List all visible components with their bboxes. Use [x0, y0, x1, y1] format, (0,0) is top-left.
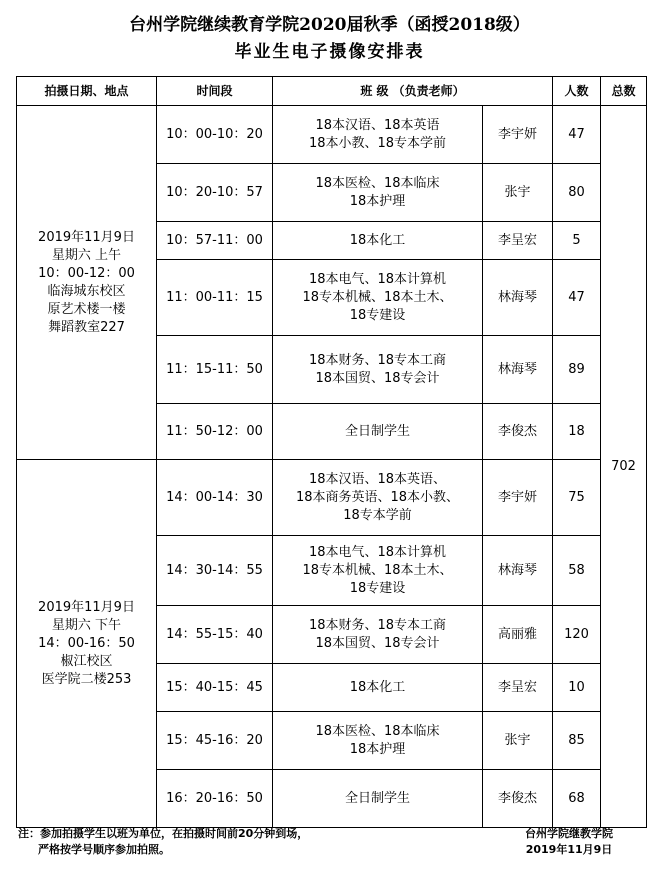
- time-slot: 11：15-11：50: [157, 336, 273, 404]
- student-count: 68: [553, 770, 601, 828]
- time-slot: 16：20-16：50: [157, 770, 273, 828]
- class-list: 18本财务、18专本工商 18本国贸、18专会计: [273, 606, 483, 664]
- time-slot: 10：57-11：00: [157, 222, 273, 260]
- signature-date: 2019年11月9日: [525, 843, 613, 856]
- teacher-name: 林海琴: [483, 336, 553, 404]
- time-slot: 11：00-11：15: [157, 260, 273, 336]
- class-list: 全日制学生: [273, 404, 483, 460]
- document-subtitle: 毕业生电子摄像安排表: [234, 42, 425, 62]
- student-count: 80: [553, 164, 601, 222]
- class-list: 18本财务、18专本工商 18本国贸、18专会计: [273, 336, 483, 404]
- class-list: 18本化工: [273, 222, 483, 260]
- teacher-name: 林海琴: [483, 260, 553, 336]
- header-time: 时间段: [157, 77, 273, 106]
- teacher-name: 林海琴: [483, 536, 553, 606]
- time-slot: 10：00-10：20: [157, 106, 273, 164]
- student-count: 120: [553, 606, 601, 664]
- header-date-place: 拍摄日期、地点: [17, 77, 157, 106]
- time-slot: 11：50-12：00: [157, 404, 273, 460]
- session-place: 2019年11月9日 星期六 上午 10：00-12：00 临海城东校区 原艺术楼一楼 舞蹈教室227: [17, 106, 157, 460]
- teacher-name: 张宇: [483, 712, 553, 770]
- total-count: 702: [601, 106, 647, 828]
- student-count: 58: [553, 536, 601, 606]
- class-list: 18本汉语、18本英语 18本小教、18专本学前: [273, 106, 483, 164]
- student-count: 47: [553, 106, 601, 164]
- student-count: 18: [553, 404, 601, 460]
- teacher-name: 李宇妍: [483, 106, 553, 164]
- student-count: 75: [553, 460, 601, 536]
- teacher-name: 高丽雅: [483, 606, 553, 664]
- student-count: 47: [553, 260, 601, 336]
- student-count: 85: [553, 712, 601, 770]
- teacher-name: 李宇妍: [483, 460, 553, 536]
- time-slot: 14：55-15：40: [157, 606, 273, 664]
- schedule-table: [16, 76, 647, 828]
- header-total: 总数: [601, 77, 647, 106]
- teacher-name: 张宇: [483, 164, 553, 222]
- class-list: 18本汉语、18本英语、 18本商务英语、18本小教、 18专本学前: [273, 460, 483, 536]
- teacher-name: 李呈宏: [483, 664, 553, 712]
- class-list: 18本医检、18本临床 18本护理: [273, 712, 483, 770]
- footnote-line-1: 注：参加拍摄学生以班为单位，在拍摄时间前20分钟到场，: [18, 827, 309, 840]
- class-list: 18本化工: [273, 664, 483, 712]
- time-slot: 14：30-14：55: [157, 536, 273, 606]
- teacher-name: 李俊杰: [483, 404, 553, 460]
- session-place: 2019年11月9日 星期六 下午 14：00-16：50 椒江校区 医学院二楼253: [17, 460, 157, 828]
- footnote-line-2: 严格按学号顺序参加拍照。: [38, 843, 170, 856]
- footnote: [18, 826, 308, 858]
- student-count: 10: [553, 664, 601, 712]
- signature-block: [525, 826, 613, 858]
- table-header-row: [17, 77, 647, 106]
- teacher-name: 李呈宏: [483, 222, 553, 260]
- time-slot: 15：45-16：20: [157, 712, 273, 770]
- time-slot: 10：20-10：57: [157, 164, 273, 222]
- document-title: 台州学院继续教育学院2020届秋季（函授2018级）: [129, 15, 530, 35]
- table-row: [17, 106, 647, 164]
- signature-org: 台州学院继教学院: [525, 827, 613, 840]
- table-row: [17, 460, 647, 536]
- class-list: 18本电气、18本计算机 18专本机械、18本土木、 18专建设: [273, 260, 483, 336]
- time-slot: 14：00-14：30: [157, 460, 273, 536]
- class-list: 18本电气、18本计算机 18专本机械、18本土木、 18专建设: [273, 536, 483, 606]
- student-count: 5: [553, 222, 601, 260]
- teacher-name: 李俊杰: [483, 770, 553, 828]
- header-class: 班 级 （负责老师）: [273, 77, 553, 106]
- class-list: 全日制学生: [273, 770, 483, 828]
- class-list: 18本医检、18本临床 18本护理: [273, 164, 483, 222]
- time-slot: 15：40-15：45: [157, 664, 273, 712]
- header-count: 人数: [553, 77, 601, 106]
- student-count: 89: [553, 336, 601, 404]
